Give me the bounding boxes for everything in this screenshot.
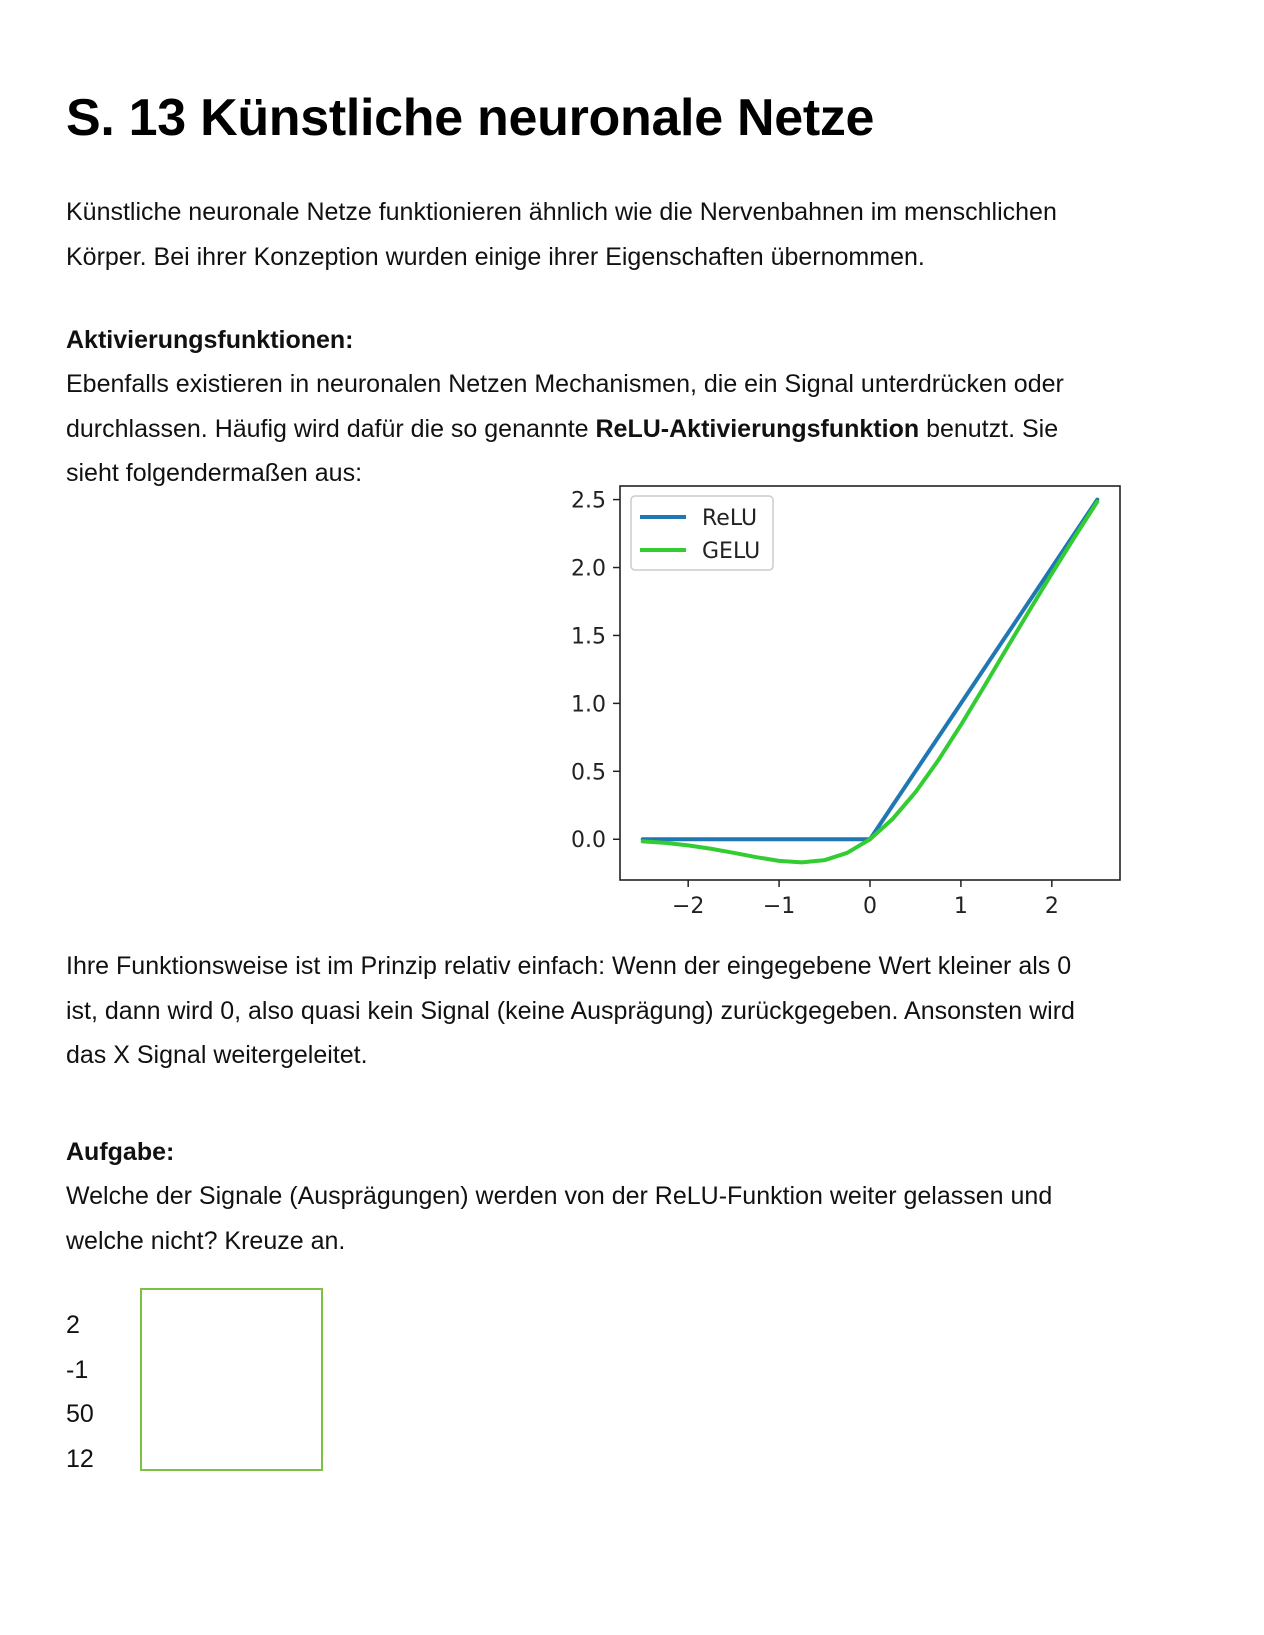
- y-tick-label: 0.0: [571, 828, 606, 854]
- intro-line-2: Körper. Bei ihrer Konzeption wurden einige ihrer Eigenschaften übernommen.: [66, 242, 925, 271]
- x-tick-label: −2: [671, 894, 705, 919]
- signal-value: 12: [66, 1444, 94, 1473]
- x-tick-label: 0: [863, 894, 877, 919]
- activation-line-2-end: benutzt. Sie: [919, 414, 1059, 443]
- page-title: S. 13 Künstliche neuronale Netze: [66, 89, 875, 147]
- signal-value: 50: [66, 1400, 94, 1428]
- task-line-1: Welche der Signale (Ausprägungen) werden von der ReLU-Funktion weiter gelassen und: [66, 1182, 1053, 1210]
- y-tick-label: 0.5: [571, 760, 606, 786]
- x-tick-label: 1: [953, 894, 968, 919]
- task-paragraph: [66, 1174, 1186, 1263]
- answer-box[interactable]: [140, 1288, 323, 1471]
- explanation-line-1: Ihre Funktionsweise ist im Prinzip relativ einfach: Wenn der eingegebene Wert kleiner als 0: [66, 952, 1072, 980]
- activation-paragraph: [66, 362, 1186, 496]
- activation-chart: [545, 478, 1165, 938]
- activation-line-1: Ebenfalls existieren in neuronalen Netzen Mechanismen, die ein Signal unterdrücken oder: [66, 370, 1064, 398]
- y-tick-label: 1.5: [571, 624, 606, 650]
- legend-label-relu: ReLU: [702, 506, 758, 531]
- y-tick-label: 1.0: [571, 692, 606, 718]
- signal-value: 2: [66, 1311, 80, 1339]
- intro-line-1: Künstliche neuronale Netze funktionieren ähnlich wie die Nervenbahnen im menschlichen: [66, 198, 1057, 226]
- signal-values-list: [66, 1303, 94, 1481]
- task-line-2: welche nicht? Kreuze an.: [66, 1226, 346, 1255]
- x-tick-label: 2: [1044, 894, 1059, 919]
- y-tick-label: 2.5: [571, 488, 606, 514]
- activation-heading: Aktivierungsfunktionen:: [66, 326, 354, 354]
- explanation-line-3: das X Signal weitergeleitet.: [66, 1041, 368, 1069]
- signal-value: -1: [66, 1355, 89, 1384]
- y-tick-label: 2.0: [571, 556, 606, 582]
- explanation-line-2: ist, dann wird 0, also quasi kein Signal (keine Ausprägung) zurückgegeben. Ansonsten wird: [66, 996, 1075, 1025]
- intro-paragraph: [66, 190, 1186, 279]
- chart-legend: [631, 496, 773, 570]
- task-heading: Aufgabe:: [66, 1138, 175, 1166]
- activation-line-2-start: durchlassen. Häufig wird dafür die so genannte: [66, 414, 596, 443]
- activation-line-3: sieht folgendermaßen aus:: [66, 459, 363, 487]
- legend-label-gelu: GELU: [702, 539, 761, 564]
- relu-term: ReLU-Aktivierungsfunktion: [595, 414, 920, 443]
- x-tick-label: −1: [762, 894, 796, 919]
- explanation-paragraph: [66, 944, 1186, 1078]
